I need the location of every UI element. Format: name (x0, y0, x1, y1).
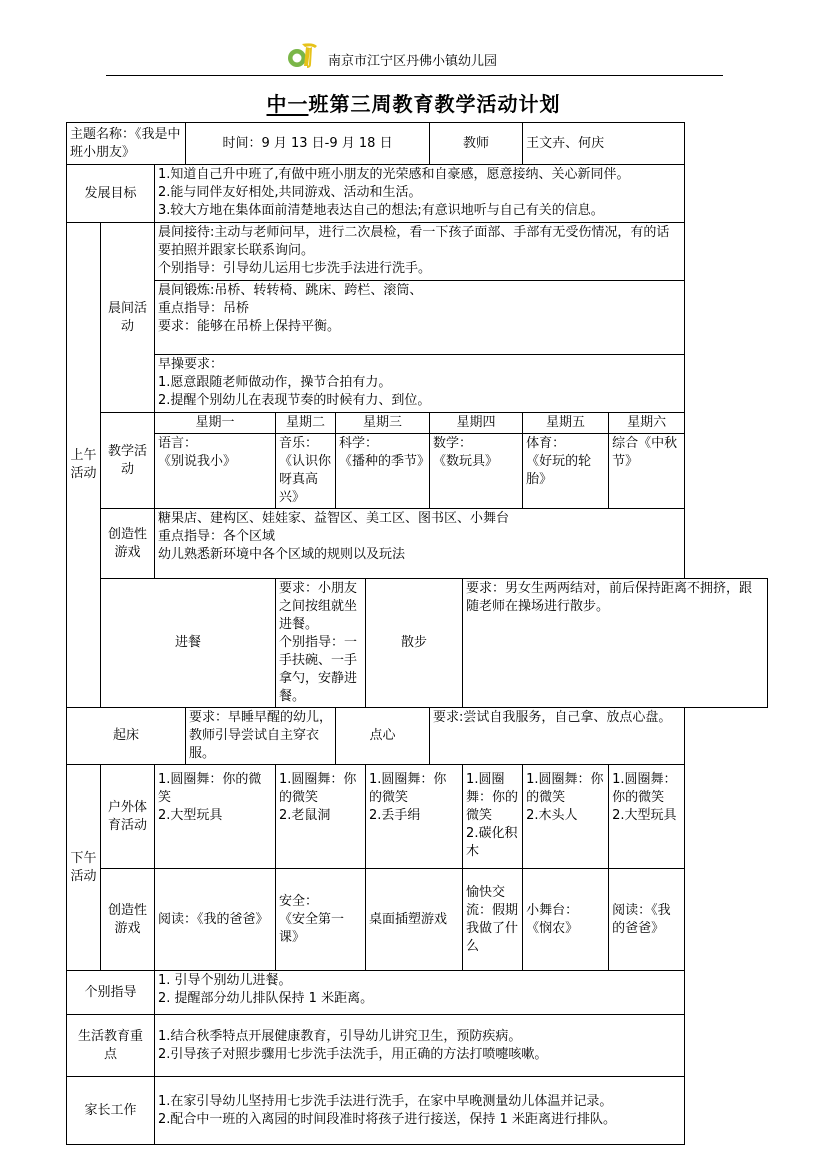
outdoor-cell: 1.圆圈舞：你的微笑 2.大型玩具 (155, 765, 276, 869)
goal-item: 2.能与同伴友好相处,共同游戏、活动和生活。 (158, 185, 422, 200)
afternoon-creative-label: 创造性游戏 (101, 869, 155, 971)
walk-cell: 要求：男女生两两结对，前后保持距离不拥挤，跟随老师在操场进行散步。 (463, 579, 768, 708)
creative-game-cell: 糖果店、建构区、娃娃家、益智区、美工区、图书区、小舞台 重点指导：各个区域 幼儿熟悉新环境中各个区域的规则以及玩法 (155, 509, 685, 579)
outdoor-cell: 1.圆圈舞：你的微笑 2.碳化积木 (463, 765, 523, 869)
teacher-names: 王文卉、何庆 (523, 123, 685, 165)
teaching-cell: 语言： 《别说我小》 (155, 434, 276, 509)
wake-label: 起床 (67, 708, 186, 765)
outdoor-label: 户外体育活动 (101, 765, 155, 869)
parents-item: 2.配合中一班的入离园的时间段准时将孩子进行接送，保持 1 米距离进行排队。 (158, 1111, 616, 1127)
goals-cell (155, 165, 685, 223)
life-item: 2.引导孩子对照步骤用七步洗手法洗手，用正确的方法打喷嚏咳嗽。 (158, 1046, 548, 1062)
afternoon-creative-cell: 愉快交流：假期我做了什么 (463, 869, 523, 971)
day-header: 星期四 (430, 413, 523, 434)
afternoon-creative-cell: 桌面插塑游戏 (366, 869, 463, 971)
goal-item: 1.知道自己升中班了,有做中班小朋友的光荣感和自豪感，愿意接纳、关心新同伴。 (158, 167, 630, 182)
weekly-plan-table (66, 122, 768, 1145)
outdoor-cell: 1.圆圈舞：你的微笑 2.丢手绢 (366, 765, 463, 869)
outdoor-cell: 1.圆圈舞：你的微笑 2.木头人 (523, 765, 609, 869)
individual-cell (155, 971, 685, 1015)
morning-section-label: 上午活动 (67, 223, 101, 708)
goals-label: 发展目标 (67, 165, 155, 223)
teaching-label: 教学活动 (101, 413, 155, 509)
day-header: 星期六 (609, 413, 685, 434)
afternoon-creative-cell: 安全： 《安全第一课》 (276, 869, 366, 971)
theme-cell: 主题名称：《我是中班小朋友》 (67, 123, 186, 165)
parents-work-cell (155, 1077, 685, 1145)
time-cell: 时间：9 月 13 日-9 月 18 日 (186, 123, 430, 165)
individual-item: 1. 引导个别幼儿进餐。 (158, 973, 292, 988)
meal-cell: 要求：小朋友之间按组就坐进餐。 个别指导：一手扶碗、一手拿勺，安静进餐。 (276, 579, 366, 708)
snack-cell: 要求:尝试自我服务，自己拿、放点心盘。 (430, 708, 685, 765)
drill-cell: 早操要求： 1.愿意跟随老师做动作，操节合拍有力。 2.提醒个别幼儿在表现节奏的时候有力、到位。 (155, 355, 685, 413)
page-title (0, 88, 827, 117)
snack-label: 点心 (336, 708, 430, 765)
reception-cell: 晨间接待:主动与老师问早，进行二次晨检，看一下孩子面部、手部有无受伤情况，有的话要拍照并跟家长联系询问。 个别指导：引导幼儿运用七步洗手法进行洗手。 (155, 223, 685, 281)
title-rest: 班第三周教育教学活动计划 (308, 92, 561, 116)
life-education-label: 生活教育重 点 (67, 1015, 155, 1077)
individual-item: 2. 提醒部分幼儿排队保持 1 米距离。 (158, 991, 374, 1006)
teaching-cell: 体育： 《好玩的轮胎》 (523, 434, 609, 509)
day-header: 星期一 (155, 413, 276, 434)
kindergarten-logo-icon (287, 40, 323, 70)
header-divider (106, 75, 723, 76)
day-header: 星期三 (336, 413, 430, 434)
creative-game-label: 创造性游戏 (101, 509, 155, 579)
outdoor-cell: 1.圆圈舞：你的微笑 2.大型玩具 (609, 765, 685, 869)
teaching-cell: 音乐： 《认识你呀真高兴》 (276, 434, 336, 509)
afternoon-section-label: 下午活动 (67, 765, 101, 971)
meal-label: 进餐 (101, 579, 276, 708)
teaching-cell: 综合《中秋节》 (609, 434, 685, 509)
parents-item: 1.在家引导幼儿坚持用七步洗手法进行洗手，在家中早晚测量幼儿体温并记录。 (158, 1093, 613, 1109)
afternoon-creative-cell: 阅读：《我的爸爸》 (609, 869, 685, 971)
chenjian-label: 晨间活动 (101, 223, 155, 413)
exercise-cell: 晨间锻炼:吊桥、转转椅、跳床、跨栏、滚筒、 重点指导：吊桥 要求：能够在吊桥上保持平衡。 (155, 281, 685, 355)
life-item: 1.结合秋季特点开展健康教育，引导幼儿讲究卫生，预防疾病。 (158, 1028, 522, 1044)
day-header: 星期二 (276, 413, 336, 434)
wake-cell: 要求：早睡早醒的幼儿，教师引导尝试自主穿衣服。 (186, 708, 336, 765)
class-name: 中一 (266, 92, 309, 116)
parents-work-label: 家长工作 (67, 1077, 155, 1145)
teaching-cell: 科学： 《播种的季节》 (336, 434, 430, 509)
outdoor-cell: 1.圆圈舞：你的微笑 2.老鼠洞 (276, 765, 366, 869)
life-education-cell (155, 1015, 685, 1077)
walk-label: 散步 (366, 579, 463, 708)
goal-item: 3.较大方地在集体面前清楚地表达自己的想法;有意识地听与自己有关的信息。 (158, 203, 604, 218)
afternoon-creative-cell: 阅读：《我的爸爸》 (155, 869, 276, 971)
page-header (0, 38, 827, 72)
individual-label: 个别指导 (67, 971, 155, 1015)
afternoon-creative-cell: 小舞台： 《悯农》 (523, 869, 609, 971)
teacher-label: 教师 (430, 123, 523, 165)
teaching-cell: 数学： 《数玩具》 (430, 434, 523, 509)
day-header: 星期五 (523, 413, 609, 434)
school-name: 南京市江宁区丹佛小镇幼儿园 (328, 54, 498, 69)
